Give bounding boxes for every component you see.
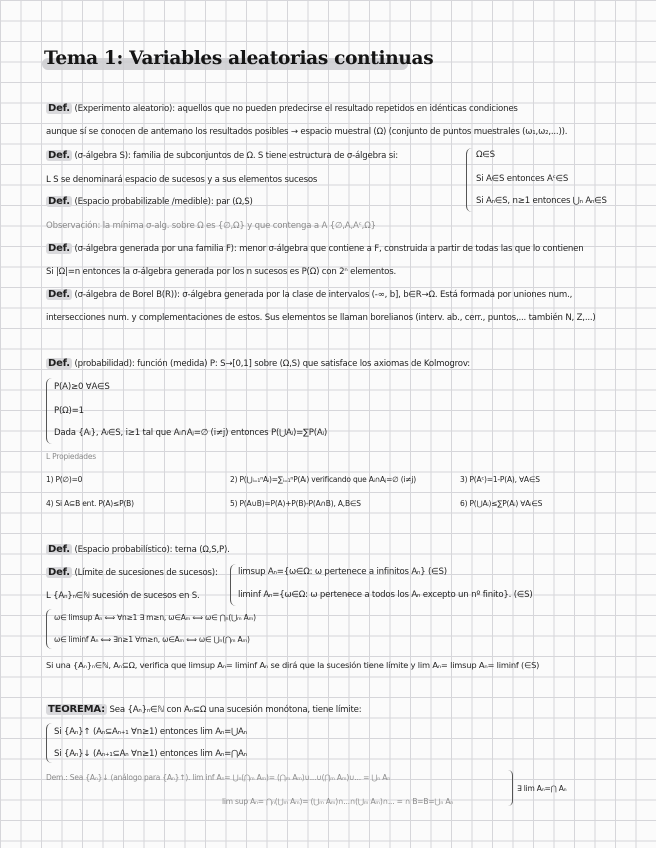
def-experimento: Def. (Experimento aleatorio): aquellos que no pueden predecirse el resultado repetidos en idénticas condiciones [48, 103, 518, 114]
property: 3) P(Aᶜ)=1-P(A), ∀A∈S [460, 475, 540, 484]
theorem-brace [46, 723, 53, 763]
def-espacio-probabilizable: Def. (Espacio probabilizable /medible): par (Ω,S) [48, 196, 253, 207]
limsup-definition: limsup Aₙ={ω∈Ω: ω pertenece a infinitos Aₙ} (∈S) [238, 567, 447, 577]
membership-brace [46, 609, 53, 649]
sigma-condition: Si A∈S entonces Aᶜ∈S [476, 174, 569, 184]
teorema: TEOREMA: Sea {Aₙ}ₙ∈ℕ con Aₙ⊆Ω una sucesión monótona, tiene límite: [48, 704, 362, 715]
line-espacio-sucesos: L S se denominará espacio de sucesos y a sus elementos sucesos [46, 175, 318, 185]
def-sigma-generada: Def. (σ-álgebra generada por una familia F): menor σ-álgebra que contiene a F, construida a partir de todas las que lo contienen [48, 243, 584, 254]
line-sucesion: L {Aₙ}ₙ∈ℕ sucesión de sucesos en S. [46, 591, 200, 601]
property: 4) Si A⊆B ent. P(A)≤P(B) [46, 499, 134, 508]
props-title: L Propiedades [46, 452, 96, 461]
property: 6) P(⋃Aᵢ)≤∑P(Aᵢ) ∀Aᵢ∈S [460, 499, 543, 508]
def-borel: Def. (σ-álgebra de Borel B(R)): σ-álgebra generada por la clase de intervalos (-∞, b], b∈R→Ω. Está formada por uniones num., [48, 289, 573, 300]
liminf-definition: liminf Aₙ={ω∈Ω: ω pertenece a todos los Aₙ excepto un nº finito}. (∈S) [238, 590, 533, 600]
property: 5) P(A∪B)=P(A)+P(B)-P(A∩B), A,B∈S [230, 499, 361, 508]
def-limite-sucesiones: Def. (Límite de sucesiones de sucesos): [48, 567, 218, 578]
line-espacio-muestral: aunque sí se conocen de antemano los resultados posibles → espacio muestral (Ω) (conjunto de puntos muestrales (ω₁,ω₂,...)). [46, 127, 568, 137]
property: 1) P(∅)=0 [46, 475, 83, 484]
liminf-membership: ω∈ liminf Aₙ ⟺ ∃n≥1 ∀m≥n, ω∈Aₘ ⟺ ω∈ ⋃ₙ(⋂ₘ Aₘ) [54, 635, 250, 644]
line-borelianos: intersecciones num. y complementaciones de estos. Sus elementos se llaman borelianos (interv. ab., cerr., puntos,... también N, Z,...) [46, 313, 596, 323]
demostracion: Dem.: Sea {Aₙ}↓ (análogo para {Aₙ}↑). lim inf Aₙ= ⋃ₙ(⋂ₘ Aₘ)= (⋂ₘ Aₘ)∪...∪(⋂ₘ Aₘ)∪... = ⋃ₙ Aₙ [46, 773, 390, 782]
line-partes: Si |Ω|=n entonces la σ-álgebra generada por los n sucesos es P(Ω) con 2ⁿ elementos. [46, 267, 397, 277]
limits-brace [230, 564, 237, 606]
axioms-brace [46, 378, 53, 444]
sigma-brace [466, 148, 473, 212]
def-sigma-algebra: Def. (σ-álgebra S): familia de subconjuntos de Ω. S tiene estructura de σ-álgebra si: [48, 150, 398, 161]
axiom: Dada {Aᵢ}, Aᵢ∈S, i≥1 tal que Aᵢ∩Aⱼ=∅ (i≠j) entonces P(⋃Aᵢ)=∑P(Aᵢ) [54, 428, 328, 438]
limsup-membership: ω∈ limsup Aₙ ⟺ ∀n≥1 ∃ m≥n, ω∈Aₘ ⟺ ω∈ ⋂ₙ(⋃ₘ Aₘ) [54, 613, 256, 622]
property: 2) P(⋃ᵢ₌₁ⁿAᵢ)=∑ᵢ₌₁ⁿP(Aᵢ) verificando que Aᵢ∩Aⱼ=∅ (i≠j) [230, 475, 417, 484]
axiom: P(A)≥0 ∀A∈S [54, 382, 110, 392]
page-title: Tema 1: Variables aleatorias continuas [44, 48, 434, 69]
dem-brace [508, 770, 513, 806]
line-limite: Si una {Aₙ}ₙ∈ℕ, Aₙ⊆Ω, verifica que limsup Aₙ= liminf Aₙ se dirá que la sucesión tiene límite y lim Aₙ= limsup Aₙ= liminf (∈S) [46, 660, 540, 670]
axiom: P(Ω)=1 [54, 406, 84, 416]
theorem-case: Si {Aₙ}↑ (Aₙ⊆Aₙ₊₁ ∀n≥1) entonces lim Aₙ=⋃Aₙ [54, 727, 247, 737]
dem-conclusion: ∃ lim Aₙ=⋂ Aₙ [517, 784, 567, 793]
theorem-case: Si {Aₙ}↓ (Aₙ₊₁⊆Aₙ ∀n≥1) entonces lim Aₙ=⋂Aₙ [54, 749, 247, 759]
def-espacio-probabilistico: Def. (Espacio probabilístico): terna (Ω,S,P). [48, 544, 230, 555]
demostracion-limsup: lim sup Aₙ= ⋂ₙ(⋃ₘ Aₘ)= (⋃ₘ Aₘ)∩...∩(⋃ₘ Aₘ)∩... = ∩ B=B=⋃ₙ Aₙ [222, 797, 454, 806]
sigma-condition: Ω∈S [476, 150, 495, 160]
observacion: Observación: la mínima σ-alg. sobre Ω es {∅,Ω} y que contenga a A {∅,A,Aᶜ,Ω} [46, 221, 376, 231]
sigma-condition: Si Aₙ∈S, n≥1 entonces ⋃ₙ Aₙ∈S [476, 196, 607, 206]
def-probabilidad: Def. (probabilidad): función (medida) P: S→[0,1] sobre (Ω,S) que satisface los axiomas de Kolmogrov: [48, 358, 470, 369]
